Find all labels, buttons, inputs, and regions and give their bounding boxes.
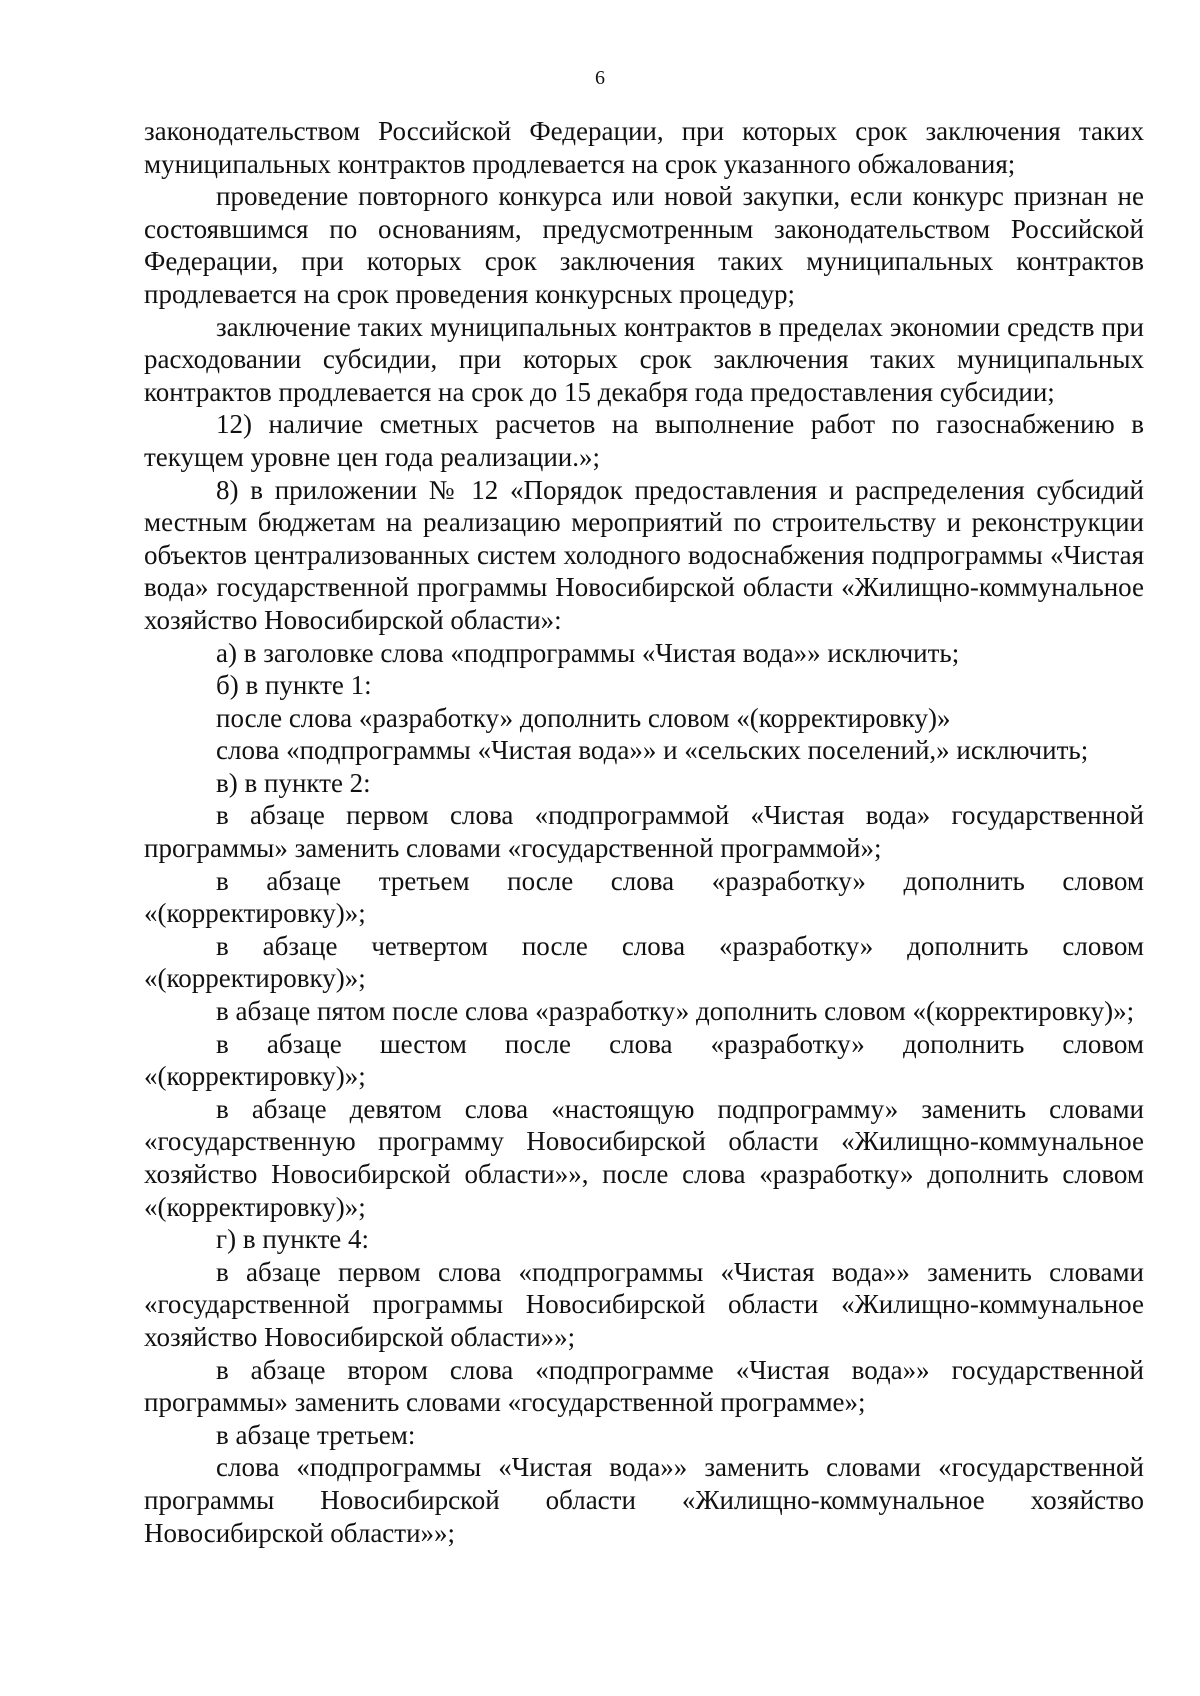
paragraph: в абзаце девятом слова «настоящую подпрограмму» заменить словами «государственную программу Новосибирской области «Жилищно-коммунальное хозяйство Новосибирской области»», после слова «разработку» дополнить словом «(корректировку)»; <box>144 1093 1144 1222</box>
paragraph: после слова «разработку» дополнить словом «(корректировку)» <box>216 702 951 733</box>
paragraph: слова «подпрограммы «Чистая вода»» заменить словами «государственной программы Новосибирской области «Жилищно-коммунальное хозяйство Новосибирской области»»; <box>144 1452 1144 1548</box>
paragraph: в абзаце пятом после слова «разработку» дополнить словом «(корректировку)»; <box>216 996 1135 1027</box>
paragraph: в) в пункте 2: <box>216 767 371 798</box>
paragraph: в абзаце первом слова «подпрограммой «Чистая вода» государственной программы» заменить словами «государственной программой»; <box>144 800 1144 864</box>
page-number: 6 <box>595 67 605 89</box>
document-body <box>144 115 1144 1549</box>
paragraph: в абзаце третьем после слова «разработку» дополнить словом «(корректировку)»; <box>144 865 1144 929</box>
paragraph: 12) наличие сметных расчетов на выполнение работ по газоснабжению в текущем уровне цен года реализации.»; <box>144 409 1144 472</box>
paragraph: слова «подпрограммы «Чистая вода»» и «сельских поселений,» исключить; <box>216 735 1089 766</box>
paragraph: б) в пункте 1: <box>216 670 372 701</box>
paragraph: в абзаце первом слова «подпрограммы «Чистая вода»» заменить словами «государственной программы Новосибирской области «Жилищно-коммунальное хозяйство Новосибирской области»»; <box>144 1256 1144 1352</box>
paragraph: а) в заголовке слова «подпрограммы «Чистая вода»» исключить; <box>216 637 960 668</box>
paragraph: в абзаце шестом после слова «разработку» дополнить словом «(корректировку)»; <box>144 1028 1144 1092</box>
paragraph: в абзаце третьем: <box>216 1419 416 1450</box>
paragraph: 8) в приложении № 12 «Порядок предоставления и распределения субсидий местным бюджетам на реализацию мероприятий по строительству и реконструкции объектов централизованных систем холодного водоснабжения подпрограммы «Чистая вода» государственной программы Новосибирской области «Жилищно-коммунальное хозяйство Новосибирской области»: <box>144 474 1144 635</box>
paragraph: г) в пункте 4: <box>216 1224 370 1255</box>
paragraph: в абзаце втором слова «подпрограмме «Чистая вода»» государственной программы» заменить словами «государственной программе»; <box>144 1354 1144 1418</box>
paragraph: в абзаце четвертом после слова «разработку» дополнить словом «(корректировку)»; <box>144 930 1144 994</box>
paragraph: заключение таких муниципальных контрактов в пределах экономии средств при расходовании субсидии, при которых срок заключения таких муниципальных контрактов продлевается на срок до 15 декабря года предоставления субсидии; <box>144 311 1144 407</box>
paragraph: проведение повторного конкурса или новой закупки, если конкурс признан не состоявшимся по основаниям, предусмотренным законодательством Российской Федерации, при которых срок заключения таких муниципальных контрактов продлевается на срок проведения конкурсных процедур; <box>144 181 1144 309</box>
paragraph-continuation: законодательством Российской Федерации, при которых срок заключения таких муниципальных контрактов продлевается на срок указанного обжалования; <box>144 116 1144 179</box>
